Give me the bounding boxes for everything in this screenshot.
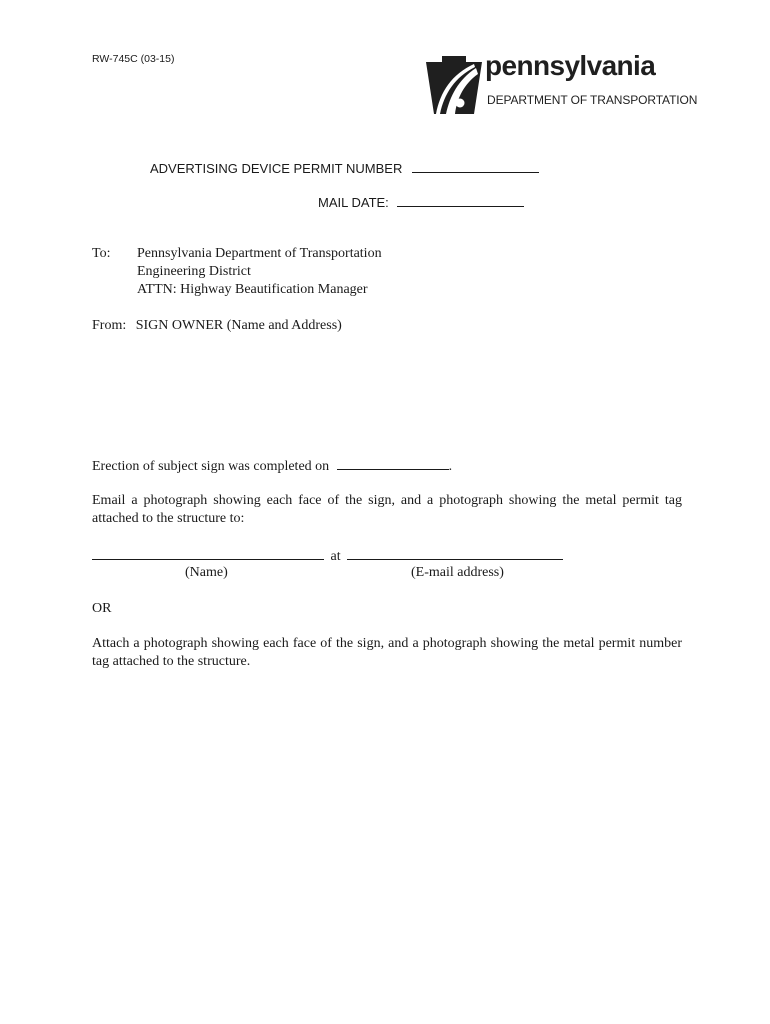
email-connector: at xyxy=(330,549,341,564)
from-row xyxy=(92,317,342,335)
mail-date-row xyxy=(318,194,524,210)
permit-number-field[interactable] xyxy=(412,160,539,173)
name-caption: (Name) xyxy=(185,565,228,580)
or-separator: OR xyxy=(92,601,112,616)
completion-date-field[interactable] xyxy=(337,457,449,470)
email-caption: (E-mail address) xyxy=(411,565,504,580)
erection-row xyxy=(92,457,452,476)
logo-department: DEPARTMENT OF TRANSPORTATION xyxy=(487,93,698,107)
erection-text: Erection of subject sign was completed on xyxy=(92,459,330,474)
to-label: To: xyxy=(92,246,111,261)
permit-number-row xyxy=(150,160,539,176)
attach-instructions: Attach a photograph showing each face of the sign, and a photograph showing the metal permit number tag attached to the structure. xyxy=(92,636,682,669)
to-line-3: ATTN: Highway Beautification Manager xyxy=(137,282,368,297)
email-contact-row xyxy=(92,545,563,565)
mail-date-field[interactable] xyxy=(397,194,524,207)
keystone-road-icon xyxy=(424,56,484,114)
from-label: From: xyxy=(92,318,127,333)
erection-period: . xyxy=(448,459,453,474)
permit-number-label: ADVERTISING DEVICE PERMIT NUMBER xyxy=(150,161,403,176)
contact-email-field[interactable] xyxy=(347,545,563,560)
from-text: SIGN OWNER (Name and Address) xyxy=(135,318,342,333)
penndot-logo xyxy=(424,50,698,114)
to-line-1: Pennsylvania Department of Transportation xyxy=(137,246,382,261)
form-code: RW-745C (03-15) xyxy=(92,53,175,65)
contact-name-field[interactable] xyxy=(92,545,324,560)
to-address xyxy=(137,245,382,299)
to-line-2: Engineering District xyxy=(137,264,251,279)
logo-name: pennsylvania xyxy=(485,50,656,81)
mail-date-label: MAIL DATE: xyxy=(318,195,389,210)
email-instructions: Email a photograph showing each face of the sign, and a photograph showing the metal permit tag attached to the structure to: xyxy=(92,493,682,526)
